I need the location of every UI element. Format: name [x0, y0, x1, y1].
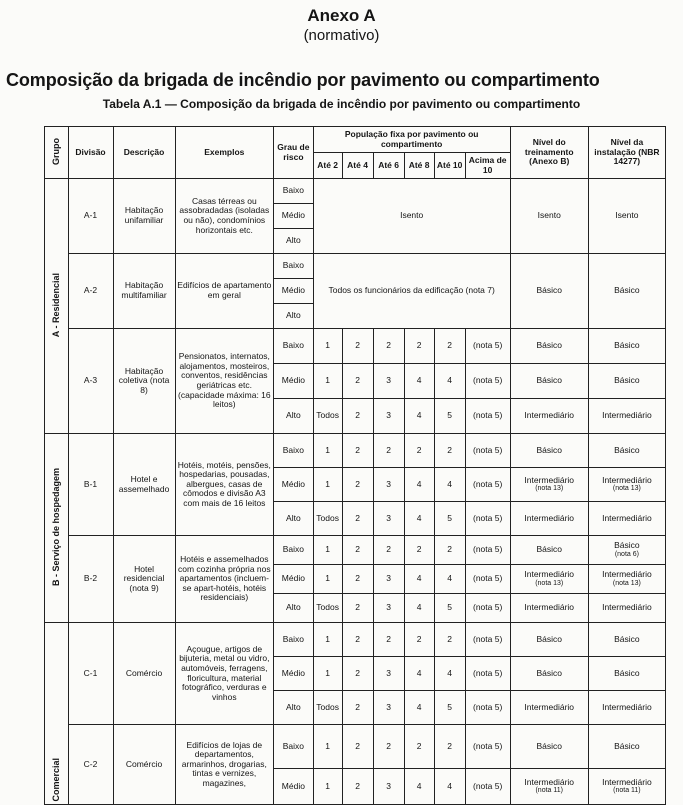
division-a3: A-3 [68, 329, 113, 434]
division-a2: A-2 [68, 254, 113, 329]
division-a1: A-1 [68, 179, 113, 254]
pop-cell: (nota 5) [465, 594, 510, 623]
header-treinamento: Nível do treinamento (Anexo B) [510, 127, 588, 179]
training-cell: Intermediário [510, 594, 588, 623]
pop-cell: 2 [342, 536, 373, 565]
description-c1: Comércio [113, 623, 175, 725]
installation-a2: Básico [588, 254, 665, 329]
pop-cell: 2 [342, 502, 373, 536]
risk-cell: Alto [274, 502, 314, 536]
installation-cell: Intermediário [588, 594, 665, 623]
brigade-table [44, 126, 666, 805]
risk-cell: Médio [274, 565, 314, 594]
pop-cell: 5 [434, 594, 465, 623]
pop-cell: 2 [342, 565, 373, 594]
pop-cell: 2 [373, 725, 404, 769]
header-ate-10: Até 10 [434, 153, 465, 179]
pop-cell: 1 [313, 468, 342, 502]
pop-cell: 4 [404, 364, 434, 399]
header-ate-4: Até 4 [342, 153, 373, 179]
note: (nota 13) [612, 579, 641, 587]
population-a1: Isento [313, 179, 510, 254]
pop-cell: (nota 5) [465, 691, 510, 725]
pop-cell: 1 [313, 434, 342, 468]
pop-cell: 2 [342, 691, 373, 725]
installation-cell: Básico [588, 725, 665, 769]
note: (nota 6) [614, 550, 639, 558]
pop-cell: 2 [342, 399, 373, 434]
installation-cell: Intermediário (nota 13) [588, 468, 665, 502]
pop-cell: 2 [434, 536, 465, 565]
group-a-cell: A - Residencial [45, 179, 69, 434]
annex-title: Anexo A [307, 6, 376, 25]
pop-cell: 2 [434, 329, 465, 364]
risk-cell: Médio [274, 468, 314, 502]
pop-cell: 1 [313, 329, 342, 364]
installation-cell: Intermediário (nota 13) [588, 565, 665, 594]
installation-cell: Intermediário (nota 11) [588, 769, 665, 805]
header-grau: Grau de risco [274, 127, 314, 179]
pop-cell: 4 [404, 594, 434, 623]
training-a1: Isento [510, 179, 588, 254]
training-cell: Intermediário (nota 11) [510, 769, 588, 805]
division-c2: C-2 [68, 725, 113, 805]
risk-cell: Médio [274, 769, 314, 805]
pop-cell: (nota 5) [465, 657, 510, 691]
pop-cell: (nota 5) [465, 399, 510, 434]
training-cell: Básico [510, 434, 588, 468]
training-cell: Intermediário [510, 502, 588, 536]
pop-cell: 5 [434, 399, 465, 434]
pop-cell: Todos [313, 502, 342, 536]
training-cell: Intermediário [510, 399, 588, 434]
pop-cell: 3 [373, 594, 404, 623]
risk-cell: Médio [274, 279, 314, 304]
examples-a1: Casas térreas ou assobradadas (isoladas ou não), condomínios horizontais etc. [175, 179, 273, 254]
pop-cell: 2 [342, 725, 373, 769]
pop-cell: 2 [342, 594, 373, 623]
division-c1: C-1 [68, 623, 113, 725]
header-populacao: População fixa por pavimento ou compartimento [313, 127, 510, 153]
group-c-cell: Comercial [45, 623, 69, 805]
pop-cell: 5 [434, 502, 465, 536]
installation-cell: Intermediário [588, 399, 665, 434]
pop-cell: Todos [313, 399, 342, 434]
header-ate-6: Até 6 [373, 153, 404, 179]
annex-subtitle: (normativo) [303, 27, 380, 44]
risk-cell: Alto [274, 399, 314, 434]
installation-cell: Intermediário [588, 502, 665, 536]
risk-cell: Alto [274, 594, 314, 623]
pop-cell: 2 [342, 434, 373, 468]
pop-cell: Todos [313, 594, 342, 623]
pop-cell: 1 [313, 536, 342, 565]
division-b1: B-1 [68, 434, 113, 536]
pop-cell: 4 [434, 364, 465, 399]
installation-cell: Básico [588, 657, 665, 691]
pop-cell: 2 [373, 536, 404, 565]
pop-cell: 4 [434, 769, 465, 805]
description-b2: Hotel residencial (nota 9) [113, 536, 175, 623]
installation-cell: Básico [588, 434, 665, 468]
pop-cell: 4 [404, 399, 434, 434]
examples-c2: Edifícios de lojas de departamentos, armarinhos, drogarias, tintas e vernizes, magazines, [175, 725, 273, 805]
pop-cell: 3 [373, 691, 404, 725]
header-ate-2: Até 2 [313, 153, 342, 179]
pop-cell: 3 [373, 657, 404, 691]
pop-cell: 4 [434, 657, 465, 691]
training-cell: Intermediário (nota 13) [510, 565, 588, 594]
note: (nota 13) [535, 485, 564, 493]
header-exemplos: Exemplos [175, 127, 273, 179]
pop-cell: 2 [373, 434, 404, 468]
pop-cell: 2 [404, 725, 434, 769]
training-a2: Básico [510, 254, 588, 329]
risk-cell: Baixo [274, 623, 314, 657]
pop-cell: (nota 5) [465, 623, 510, 657]
header-divisao: Divisão [68, 127, 113, 179]
risk-cell: Baixo [274, 254, 314, 279]
pop-cell: 3 [373, 364, 404, 399]
description-b1: Hotel e assemelhado [113, 434, 175, 536]
training-cell: Básico [510, 623, 588, 657]
pop-cell: 4 [404, 468, 434, 502]
description-a3: Habitação coletiva (nota 8) [113, 329, 175, 434]
header-ate-8: Até 8 [404, 153, 434, 179]
installation-cell: Básico [588, 623, 665, 657]
pop-cell: 5 [434, 691, 465, 725]
pop-cell: 2 [434, 623, 465, 657]
note: (nota 13) [612, 485, 641, 493]
training-cell: Intermediário [510, 691, 588, 725]
pop-cell: 3 [373, 565, 404, 594]
pop-cell: (nota 5) [465, 364, 510, 399]
pop-cell: 1 [313, 565, 342, 594]
risk-cell: Alto [274, 304, 314, 329]
pop-cell: 4 [434, 468, 465, 502]
pop-cell: 1 [313, 364, 342, 399]
pop-cell: 2 [434, 725, 465, 769]
risk-cell: Alto [274, 229, 314, 254]
pop-cell: 2 [404, 329, 434, 364]
pop-cell: 2 [342, 769, 373, 805]
pop-cell: 1 [313, 623, 342, 657]
note: (nota 11) [613, 787, 641, 795]
description-a2: Habitação multifamiliar [113, 254, 175, 329]
risk-cell: Baixo [274, 179, 314, 204]
pop-cell: 3 [373, 468, 404, 502]
pop-cell: 4 [404, 565, 434, 594]
pop-cell: 2 [404, 623, 434, 657]
installation-cell: Básico [588, 329, 665, 364]
section-title: Composição da brigada de incêndio por pavimento ou compartimento [6, 70, 600, 90]
examples-a2: Edifícios de apartamento em geral [175, 254, 273, 329]
installation-cell: Básico (nota 6) [588, 536, 665, 565]
training-cell: Básico [510, 725, 588, 769]
pop-cell: (nota 5) [465, 434, 510, 468]
population-a2: Todos os funcionários da edificação (nota 7) [313, 254, 510, 329]
pop-cell: 2 [342, 468, 373, 502]
pop-cell: 2 [373, 623, 404, 657]
pop-cell: Todos [313, 691, 342, 725]
pop-cell: 4 [434, 565, 465, 594]
pop-cell: 4 [404, 657, 434, 691]
risk-cell: Baixo [274, 329, 314, 364]
training-cell: Básico [510, 536, 588, 565]
note: (nota 13) [535, 579, 564, 587]
risk-cell: Baixo [274, 536, 314, 565]
division-b2: B-2 [68, 536, 113, 623]
installation-a1: Isento [588, 179, 665, 254]
group-b-cell: B - Serviço de hospedagem [45, 434, 69, 623]
examples-b2: Hotéis e assemelhados com cozinha própria nos apartamentos (incluem-se apart-hotéis, hotéis residenciais) [175, 536, 273, 623]
examples-b1: Hotéis, motéis, pensões, hospedarias, pousadas, albergues, casas de cômodos e divisão A3 com mais de 16 leitos [175, 434, 273, 536]
training-cell: Intermediário (nota 13) [510, 468, 588, 502]
pop-cell: 2 [342, 329, 373, 364]
pop-cell: (nota 5) [465, 565, 510, 594]
pop-cell: 2 [434, 434, 465, 468]
pop-cell: 4 [404, 691, 434, 725]
pop-cell: 1 [313, 725, 342, 769]
pop-cell: (nota 5) [465, 329, 510, 364]
installation-cell: Básico [588, 364, 665, 399]
risk-cell: Médio [274, 657, 314, 691]
pop-cell: 2 [342, 364, 373, 399]
risk-cell: Baixo [274, 434, 314, 468]
training-cell: Básico [510, 657, 588, 691]
pop-cell: 3 [373, 769, 404, 805]
installation-cell: Intermediário [588, 691, 665, 725]
header-grupo: Grupo [45, 127, 69, 179]
description-c2: Comércio [113, 725, 175, 805]
header-descricao: Descrição [113, 127, 175, 179]
pop-cell: 2 [404, 536, 434, 565]
pop-cell: (nota 5) [465, 536, 510, 565]
pop-cell: 3 [373, 502, 404, 536]
risk-cell: Baixo [274, 725, 314, 769]
risk-cell: Médio [274, 364, 314, 399]
header-acima-10: Acima de 10 [465, 153, 510, 179]
pop-cell: 4 [404, 502, 434, 536]
pop-cell: 3 [373, 399, 404, 434]
pop-cell: 2 [342, 623, 373, 657]
examples-c1: Açougue, artigos de bijuteria, metal ou vidro, automóveis, ferragens, floricultura, material fotográfico, verduras e vinhos [175, 623, 273, 725]
table-caption: Tabela A.1 — Composição da brigada de incêndio por pavimento ou compartimento [102, 97, 581, 111]
training-cell: Básico [510, 364, 588, 399]
pop-cell: 2 [373, 329, 404, 364]
examples-a3: Pensionatos, internatos, alojamentos, mosteiros, conventos, residências geriátricas etc. (capacidade máxima: 16 leitos) [175, 329, 273, 434]
pop-cell: 2 [404, 434, 434, 468]
pop-cell: (nota 5) [465, 725, 510, 769]
header-instalacao: Nível da instalação (NBR 14277) [588, 127, 665, 179]
risk-cell: Alto [274, 691, 314, 725]
pop-cell: (nota 5) [465, 769, 510, 805]
pop-cell: 1 [313, 657, 342, 691]
note: (nota 11) [535, 787, 563, 795]
training-cell: Básico [510, 329, 588, 364]
pop-cell: 4 [404, 769, 434, 805]
pop-cell: (nota 5) [465, 468, 510, 502]
pop-cell: 2 [342, 657, 373, 691]
pop-cell: 1 [313, 769, 342, 805]
description-a1: Habitação unifamiliar [113, 179, 175, 254]
pop-cell: (nota 5) [465, 502, 510, 536]
risk-cell: Médio [274, 204, 314, 229]
